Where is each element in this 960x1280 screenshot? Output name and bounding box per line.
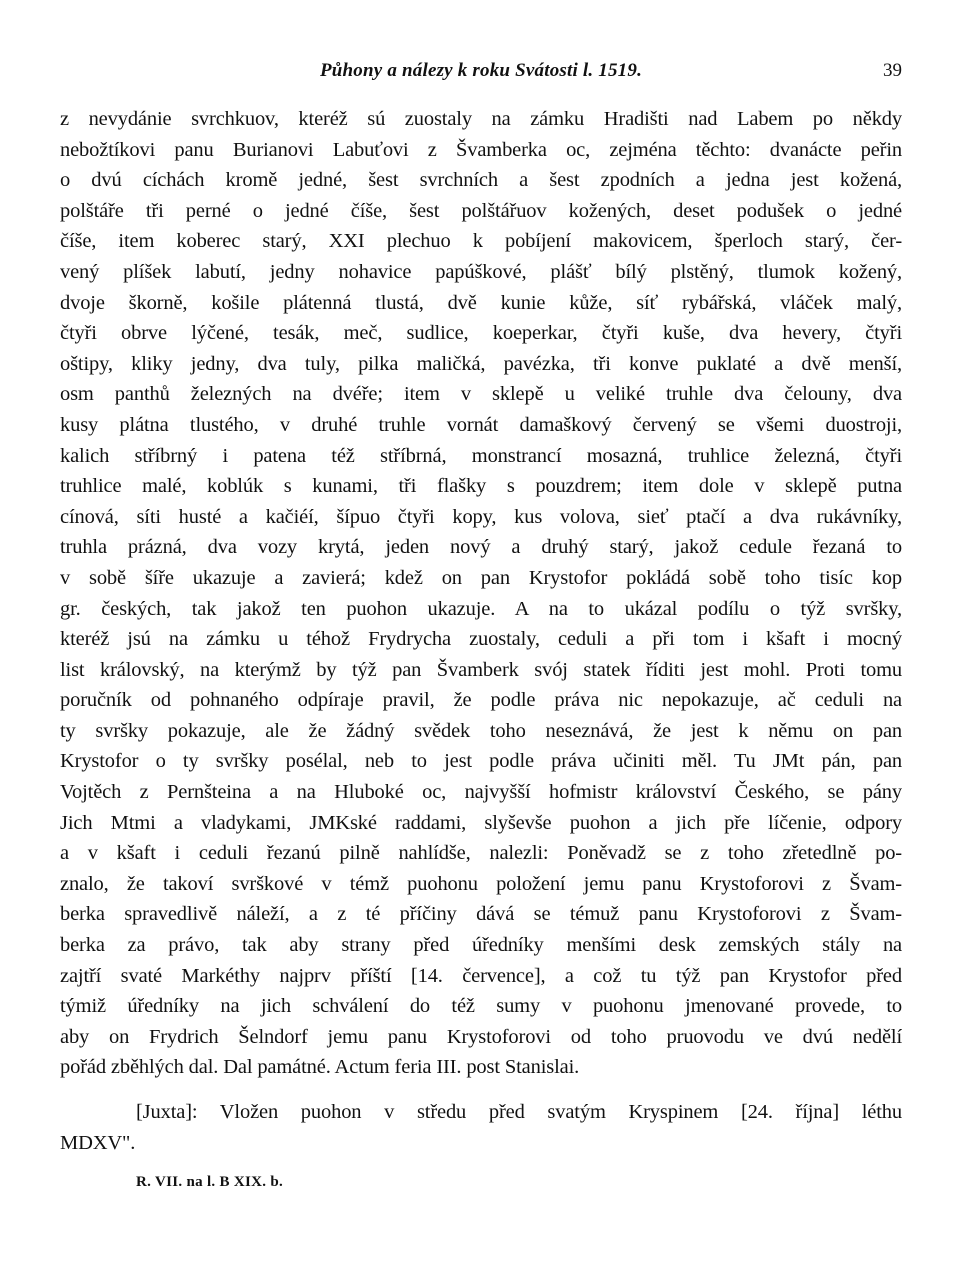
text-line: číše, item koberec starý, XXI plechuo k pobíjení makovicem, šperloch starý, čer- [60,230,902,253]
text-line: berka za právo, tak aby strany před úředníky menšími desk zemských stály na [60,934,902,957]
body-text [60,104,902,1192]
text-line: MDXV". [60,1131,136,1154]
text-line: aby on Frydrich Šelndorf jemu panu Krystoforovi od toho pruovodu ve dvú nedělí [60,1025,902,1048]
text-line: a v kšaft i ceduli řezanú pilně nahlídše, nalezli: Poněvadž se z toho zřetedlně po- [60,842,902,865]
text-line: polštáře tři perné o jedné číše, šest polštářuov kožených, deset podušek o jedné [60,199,902,222]
text-line: čtyři obrve lýčené, tesák, meč, sudlice, koeperkar, čtyři kuše, dva hevery, čtyři [60,322,902,345]
text-line: kusy plátna tlustého, v druhé truhle vornát damaškový červený se všemi duostroji, [60,413,902,436]
text-line: Jich Mtmi a vladykami, JMKské raddami, slyševše puohon a jich pře líčenie, odpory [60,811,902,834]
page-number: 39 [883,60,902,81]
text-line: osm panthů železných na dvéře; item v sklepě u veliké truhle dva čelouny, dva [60,383,902,406]
text-line: poručník od pohnaného odpíraje pravil, že podle práva nic nepokazuje, ač ceduli na [60,689,902,712]
text-line: znalo, že takoví svrškové v témž puohonu položení jemu panu Krystoforovi z Švam- [60,872,902,895]
text-line: kalich stříbrný i patena též stříbrná, monstrancí mosazná, truhlice železná, čtyři [60,444,902,467]
text-line: berka spravedlivě náleží, a z té příčiny dává se témuž panu Krystoforovi z Švam- [60,903,902,926]
text-line: oštipy, kliky jedny, dva tuly, pilka maličká, pavézka, tři konve puklaté a dvě menší, [60,352,902,375]
paragraph-main [60,104,902,1083]
paragraph-second [60,1097,902,1158]
running-title: Půhony a nálezy k roku Svátosti l. 1519. [319,60,643,81]
text-line: týmiž úředníky na jich schválení do též sumy v puohonu jmenované provede, to [60,995,902,1018]
text-line: pořád zběhlých dal. Dal památné. Actum feria III. post Stanislai. [60,1056,580,1079]
text-line: gr. českých, tak jakož ten puohon ukazuje. A na to ukázal podílu o týž svršky, [60,597,902,620]
text-line: truhlice malé, koblúk s kunami, tři flašky s pouzdrem; item dole v sklepě putna [60,475,902,498]
text-line: z nevydánie svrchkuov, kteréž sú zuostaly na zámku Hradišti nad Labem po někdy [60,108,902,130]
text-line: list královský, na kterýmž by týž pan Švamberk svój statek říditi jest mohl. Proti tomu [60,658,902,681]
text-line: vený plíšek labutí, jedny nohavice papúškové, plášť bílý plstěný, tlumok kožený, [60,260,902,283]
text-line: dvoje škorně, košile plátenná tlustá, dvě kunie kůže, síť rybářská, vláček malý, [60,291,902,314]
text-line: o dvú cíchách kromě jedné, šest svrchních a šest zpodních a jedna jest kožená, [60,169,902,192]
page-header [60,60,902,90]
text-line: ty svršky pokazuje, ale že žádný svědek toho neseznává, že jest k němu on pan [60,719,902,742]
text-line: kteréž jsú na zámku u téhož Frydrycha zuostaly, ceduli a při tom i kšaft i mocný [60,628,902,651]
text-line: Krystofor o ty svršky posélal, neb to jest podle práva učiniti měl. Tu JMt pán, pan [60,750,902,773]
text-line: Vojtěch z Pernšteina a na Hluboké oc, najvyšší hofmistr království Českého, se pány [60,781,902,804]
source-note: R. VII. na l. B XIX. b. [136,1174,284,1191]
paragraph-gap [60,1083,902,1097]
text-line: zajtří svaté Markéthy najprv příští [14. července], a což tu týž pan Krystofor před [60,964,902,987]
text-line: cínová, síti husté a kačiéí, šípuo čtyři kopy, kus volova, sieť ptačí a dva rukávníky, [60,505,902,528]
text-line: v sobě šíře ukazuje a zavierá; kdež on pan Krystofor pokládá sobě toho tisíc kop [60,566,902,589]
text-line: nebožtíkovi panu Burianovi Labuťovi z Švamberka oc, zejména těchto: dvanácte peřin [60,138,902,161]
text-line: truhla prázná, dva vozy krytá, jeden nový a druhý starý, jakož cedule řezaná to [60,536,902,559]
text-line: [Juxta]: Vložen puohon v středu před svatým Kryspinem [24. října] léthu [136,1101,902,1123]
